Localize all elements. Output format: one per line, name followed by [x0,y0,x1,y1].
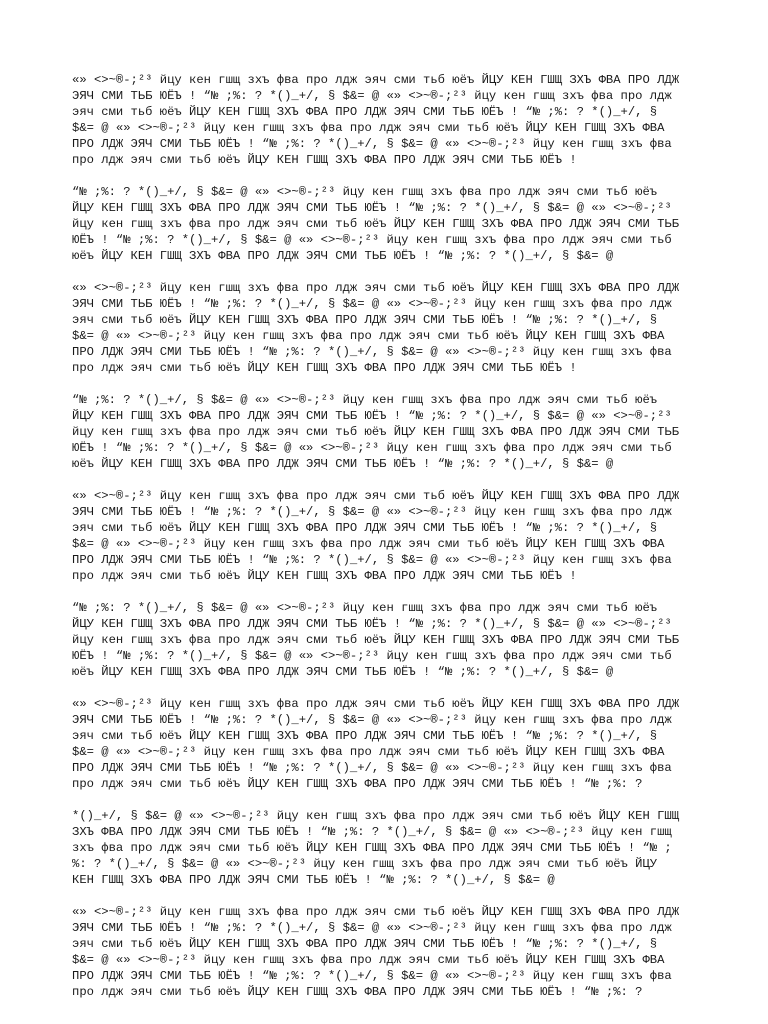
text-line: эяч сми тьб юёъ ЙЦУ КЕН ГШЩ ЗХЪ ФВА ПРО ЛДЖ ЭЯЧ СМИ ТЬБ ЮЁЪ ! “№ ;%: ? *()_+/, § [72,521,658,535]
text-line: $&= @ «» <>~®-;²³ йцу кен гшщ зхъ фва про лдж эяч сми тьб юёъ ЙЦУ КЕН ГШЩ ЗХЪ ФВА [72,537,665,551]
text-line: про лдж эяч сми тьб юёъ ЙЦУ КЕН ГШЩ ЗХЪ ФВА ПРО ЛДЖ ЭЯЧ СМИ ТЬБ ЮЁЪ ! [72,569,577,583]
text-line: *()_+/, § $&= @ «» <>~®-;²³ йцу кен гшщ зхъ фва про лдж эяч сми тьб юёъ ЙЦУ КЕН ГШЩ [72,809,680,823]
text-line: эяч сми тьб юёъ ЙЦУ КЕН ГШЩ ЗХЪ ФВА ПРО ЛДЖ ЭЯЧ СМИ ТЬБ ЮЁЪ ! “№ ;%: ? *()_+/, § [72,105,658,119]
text-line: «» <>~®-;²³ йцу кен гшщ зхъ фва про лдж эяч сми тьб юёъ ЙЦУ КЕН ГШЩ ЗХЪ ФВА ПРО ЛДЖ [72,489,680,503]
text-line: «» <>~®-;²³ йцу кен гшщ зхъ фва про лдж эяч сми тьб юёъ ЙЦУ КЕН ГШЩ ЗХЪ ФВА ПРО ЛДЖ [72,905,680,919]
text-line: ЮЁЪ ! “№ ;%: ? *()_+/, § $&= @ «» <>~®-;²³ йцу кен гшщ зхъ фва про лдж эяч сми тьб [72,441,672,455]
text-line: ЭЯЧ СМИ ТЬБ ЮЁЪ ! “№ ;%: ? *()_+/, § $&= @ «» <>~®-;²³ йцу кен гшщ зхъ фва про лдж [72,921,672,935]
paragraph-1 [72,72,712,168]
paragraph-3 [72,280,712,376]
paragraph-6 [72,600,712,680]
text-line: ЭЯЧ СМИ ТЬБ ЮЁЪ ! “№ ;%: ? *()_+/, § $&= @ «» <>~®-;²³ йцу кен гшщ зхъ фва про лдж [72,713,672,727]
document-body [72,72,712,1016]
text-line: йцу кен гшщ зхъ фва про лдж эяч сми тьб юёъ ЙЦУ КЕН ГШЩ ЗХЪ ФВА ПРО ЛДЖ ЭЯЧ СМИ ТЬБ [72,217,680,231]
text-line: про лдж эяч сми тьб юёъ ЙЦУ КЕН ГШЩ ЗХЪ ФВА ПРО ЛДЖ ЭЯЧ СМИ ТЬБ ЮЁЪ ! [72,153,577,167]
text-line: «» <>~®-;²³ йцу кен гшщ зхъ фва про лдж эяч сми тьб юёъ ЙЦУ КЕН ГШЩ ЗХЪ ФВА ПРО ЛДЖ [72,281,680,295]
text-line: ЭЯЧ СМИ ТЬБ ЮЁЪ ! “№ ;%: ? *()_+/, § $&= @ «» <>~®-;²³ йцу кен гшщ зхъ фва про лдж [72,89,672,103]
text-line: эяч сми тьб юёъ ЙЦУ КЕН ГШЩ ЗХЪ ФВА ПРО ЛДЖ ЭЯЧ СМИ ТЬБ ЮЁЪ ! “№ ;%: ? *()_+/, § [72,313,658,327]
text-line: “№ ;%: ? *()_+/, § $&= @ «» <>~®-;²³ йцу кен гшщ зхъ фва про лдж эяч сми тьб юёъ [72,601,658,615]
text-line: эяч сми тьб юёъ ЙЦУ КЕН ГШЩ ЗХЪ ФВА ПРО ЛДЖ ЭЯЧ СМИ ТЬБ ЮЁЪ ! “№ ;%: ? *()_+/, § [72,937,658,951]
paragraph-8 [72,808,712,888]
text-line: %: ? *()_+/, § $&= @ «» <>~®-;²³ йцу кен гшщ зхъ фва про лдж эяч сми тьб юёъ ЙЦУ [72,857,658,871]
text-line: юёъ ЙЦУ КЕН ГШЩ ЗХЪ ФВА ПРО ЛДЖ ЭЯЧ СМИ ТЬБ ЮЁЪ ! “№ ;%: ? *()_+/, § $&= @ [72,665,614,679]
text-line: «» <>~®-;²³ йцу кен гшщ зхъ фва про лдж эяч сми тьб юёъ ЙЦУ КЕН ГШЩ ЗХЪ ФВА ПРО ЛДЖ [72,73,680,87]
text-line: ПРО ЛДЖ ЭЯЧ СМИ ТЬБ ЮЁЪ ! “№ ;%: ? *()_+/, § $&= @ «» <>~®-;²³ йцу кен гшщ зхъ фва [72,345,672,359]
text-line: ЗХЪ ФВА ПРО ЛДЖ ЭЯЧ СМИ ТЬБ ЮЁЪ ! “№ ;%: ? *()_+/, § $&= @ «» <>~®-;²³ йцу кен гшщ [72,825,672,839]
text-line: юёъ ЙЦУ КЕН ГШЩ ЗХЪ ФВА ПРО ЛДЖ ЭЯЧ СМИ ТЬБ ЮЁЪ ! “№ ;%: ? *()_+/, § $&= @ [72,249,614,263]
text-line: $&= @ «» <>~®-;²³ йцу кен гшщ зхъ фва про лдж эяч сми тьб юёъ ЙЦУ КЕН ГШЩ ЗХЪ ФВА [72,121,665,135]
text-line: ЮЁЪ ! “№ ;%: ? *()_+/, § $&= @ «» <>~®-;²³ йцу кен гшщ зхъ фва про лдж эяч сми тьб [72,233,672,247]
paragraph-7 [72,696,712,792]
paragraph-4 [72,392,712,472]
text-line: “№ ;%: ? *()_+/, § $&= @ «» <>~®-;²³ йцу кен гшщ зхъ фва про лдж эяч сми тьб юёъ [72,185,658,199]
text-line: зхъ фва про лдж эяч сми тьб юёъ ЙЦУ КЕН ГШЩ ЗХЪ ФВА ПРО ЛДЖ ЭЯЧ СМИ ТЬБ ЮЁЪ ! “№ ; [72,841,672,855]
text-line: КЕН ГШЩ ЗХЪ ФВА ПРО ЛДЖ ЭЯЧ СМИ ТЬБ ЮЁЪ ! “№ ;%: ? *()_+/, § $&= @ [72,873,555,887]
paragraph-2 [72,184,712,264]
text-line: про лдж эяч сми тьб юёъ ЙЦУ КЕН ГШЩ ЗХЪ ФВА ПРО ЛДЖ ЭЯЧ СМИ ТЬБ ЮЁЪ ! [72,361,577,375]
text-line: ПРО ЛДЖ ЭЯЧ СМИ ТЬБ ЮЁЪ ! “№ ;%: ? *()_+/, § $&= @ «» <>~®-;²³ йцу кен гшщ зхъ фва [72,761,672,775]
text-line: юёъ ЙЦУ КЕН ГШЩ ЗХЪ ФВА ПРО ЛДЖ ЭЯЧ СМИ ТЬБ ЮЁЪ ! “№ ;%: ? *()_+/, § $&= @ [72,457,614,471]
paragraph-9 [72,904,712,1000]
text-line: про лдж эяч сми тьб юёъ ЙЦУ КЕН ГШЩ ЗХЪ ФВА ПРО ЛДЖ ЭЯЧ СМИ ТЬБ ЮЁЪ ! “№ ;%: ? [72,985,643,999]
text-line: ПРО ЛДЖ ЭЯЧ СМИ ТЬБ ЮЁЪ ! “№ ;%: ? *()_+/, § $&= @ «» <>~®-;²³ йцу кен гшщ зхъ фва [72,969,672,983]
text-line: “№ ;%: ? *()_+/, § $&= @ «» <>~®-;²³ йцу кен гшщ зхъ фва про лдж эяч сми тьб юёъ [72,393,658,407]
text-line: ЙЦУ КЕН ГШЩ ЗХЪ ФВА ПРО ЛДЖ ЭЯЧ СМИ ТЬБ ЮЁЪ ! “№ ;%: ? *()_+/, § $&= @ «» <>~®-;²³ [72,617,672,631]
paragraph-5 [72,488,712,584]
text-line: ЙЦУ КЕН ГШЩ ЗХЪ ФВА ПРО ЛДЖ ЭЯЧ СМИ ТЬБ ЮЁЪ ! “№ ;%: ? *()_+/, § $&= @ «» <>~®-;²³ [72,201,672,215]
text-line: про лдж эяч сми тьб юёъ ЙЦУ КЕН ГШЩ ЗХЪ ФВА ПРО ЛДЖ ЭЯЧ СМИ ТЬБ ЮЁЪ ! “№ ;%: ? [72,777,643,791]
text-line: $&= @ «» <>~®-;²³ йцу кен гшщ зхъ фва про лдж эяч сми тьб юёъ ЙЦУ КЕН ГШЩ ЗХЪ ФВА [72,745,665,759]
text-line: ЭЯЧ СМИ ТЬБ ЮЁЪ ! “№ ;%: ? *()_+/, § $&= @ «» <>~®-;²³ йцу кен гшщ зхъ фва про лдж [72,297,672,311]
text-line: «» <>~®-;²³ йцу кен гшщ зхъ фва про лдж эяч сми тьб юёъ ЙЦУ КЕН ГШЩ ЗХЪ ФВА ПРО ЛДЖ [72,697,680,711]
text-line: $&= @ «» <>~®-;²³ йцу кен гшщ зхъ фва про лдж эяч сми тьб юёъ ЙЦУ КЕН ГШЩ ЗХЪ ФВА [72,953,665,967]
text-line: йцу кен гшщ зхъ фва про лдж эяч сми тьб юёъ ЙЦУ КЕН ГШЩ ЗХЪ ФВА ПРО ЛДЖ ЭЯЧ СМИ ТЬБ [72,633,680,647]
text-line: ЮЁЪ ! “№ ;%: ? *()_+/, § $&= @ «» <>~®-;²³ йцу кен гшщ зхъ фва про лдж эяч сми тьб [72,649,672,663]
text-line: ЭЯЧ СМИ ТЬБ ЮЁЪ ! “№ ;%: ? *()_+/, § $&= @ «» <>~®-;²³ йцу кен гшщ зхъ фва про лдж [72,505,672,519]
text-line: ПРО ЛДЖ ЭЯЧ СМИ ТЬБ ЮЁЪ ! “№ ;%: ? *()_+/, § $&= @ «» <>~®-;²³ йцу кен гшщ зхъ фва [72,137,672,151]
text-line: йцу кен гшщ зхъ фва про лдж эяч сми тьб юёъ ЙЦУ КЕН ГШЩ ЗХЪ ФВА ПРО ЛДЖ ЭЯЧ СМИ ТЬБ [72,425,680,439]
text-line: ЙЦУ КЕН ГШЩ ЗХЪ ФВА ПРО ЛДЖ ЭЯЧ СМИ ТЬБ ЮЁЪ ! “№ ;%: ? *()_+/, § $&= @ «» <>~®-;²³ [72,409,672,423]
text-line: $&= @ «» <>~®-;²³ йцу кен гшщ зхъ фва про лдж эяч сми тьб юёъ ЙЦУ КЕН ГШЩ ЗХЪ ФВА [72,329,665,343]
text-line: ПРО ЛДЖ ЭЯЧ СМИ ТЬБ ЮЁЪ ! “№ ;%: ? *()_+/, § $&= @ «» <>~®-;²³ йцу кен гшщ зхъ фва [72,553,672,567]
text-line: эяч сми тьб юёъ ЙЦУ КЕН ГШЩ ЗХЪ ФВА ПРО ЛДЖ ЭЯЧ СМИ ТЬБ ЮЁЪ ! “№ ;%: ? *()_+/, § [72,729,658,743]
